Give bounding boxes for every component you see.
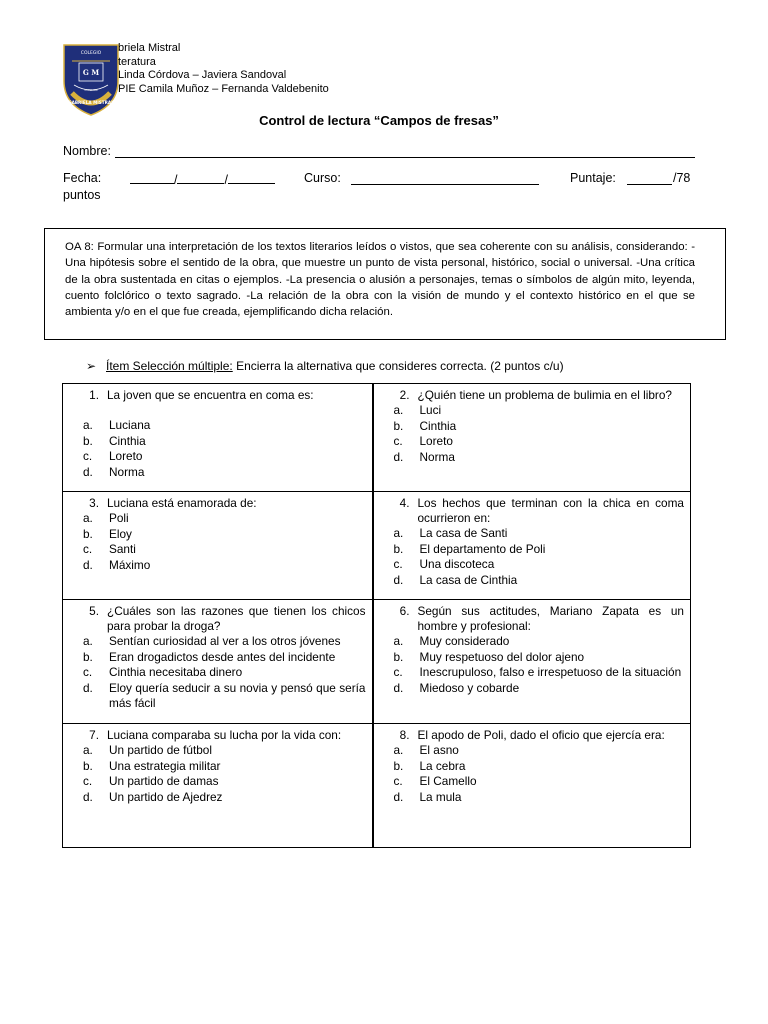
question-number: 6. [399, 604, 410, 618]
question-text: Según sus actitudes, Mariano Zapata es un hombre y profesional: [417, 604, 684, 633]
question-stem [380, 388, 685, 403]
option-text: Luciana [109, 418, 151, 432]
page-title: Control de lectura “Campos de fresas” [259, 113, 499, 128]
answer-option[interactable] [69, 743, 366, 759]
option-text: Cinthia necesitaba dinero [109, 665, 243, 679]
section-instruction [86, 359, 564, 373]
option-letter: c. [393, 434, 403, 448]
question-text: Luciana comparaba su lucha por la vida con: [107, 728, 342, 742]
score-label: Puntaje: [570, 171, 616, 185]
answer-option[interactable] [380, 403, 685, 419]
option-letter: d. [83, 464, 93, 479]
option-text: Eran drogadictos desde antes del incidente [109, 649, 336, 664]
option-letter: c. [83, 774, 93, 788]
question-text: Luciana está enamorada de: [107, 496, 257, 510]
option-letter: d. [83, 680, 93, 695]
question-number: 2. [399, 388, 410, 402]
question-number: 5. [89, 604, 99, 618]
answer-option[interactable] [380, 573, 685, 589]
answer-option[interactable] [69, 634, 366, 650]
question-stem [380, 496, 685, 526]
header-line-subject: teratura [118, 55, 156, 68]
option-text: Un partido de Ajedrez [109, 789, 223, 804]
question-text: ¿Quién tiene un problema de bulimia en el libro? [417, 388, 672, 402]
answer-option[interactable] [69, 774, 366, 790]
answer-option[interactable] [69, 465, 366, 481]
option-letter: a. [393, 526, 404, 540]
option-text: Máximo [109, 557, 151, 572]
question-stem [69, 388, 366, 403]
option-text: Eloy [109, 526, 132, 541]
answer-option[interactable] [380, 743, 685, 759]
option-text: Una discoteca [419, 557, 495, 571]
answer-option[interactable] [380, 450, 685, 466]
spacer [69, 403, 366, 418]
question-cell-7 [63, 724, 373, 848]
learning-objective-box [44, 228, 726, 340]
option-letter: b. [393, 541, 404, 556]
option-text: El Camello [419, 774, 477, 788]
answer-option[interactable] [380, 759, 685, 775]
answer-option[interactable] [69, 759, 366, 775]
answer-option[interactable] [69, 449, 366, 465]
answer-option[interactable] [69, 434, 366, 450]
question-cell-3 [63, 492, 373, 600]
points-label: puntos [63, 188, 101, 202]
option-text: La casa de Cinthia [419, 572, 518, 587]
question-cell-2 [373, 384, 691, 492]
name-label: Nombre: [63, 144, 111, 158]
option-letter: b. [393, 418, 404, 433]
option-text: La mula [419, 789, 462, 804]
answer-option[interactable] [69, 511, 366, 527]
option-text: La casa de Santi [419, 526, 508, 540]
score-blank[interactable] [627, 171, 672, 185]
option-text: Inescrupuloso, falso e irrespetuoso de la situación [419, 665, 682, 679]
answer-option[interactable] [69, 418, 366, 434]
answer-option[interactable] [380, 634, 685, 650]
option-letter: a. [83, 634, 93, 648]
option-letter: c. [83, 665, 93, 679]
course-blank[interactable] [351, 171, 539, 185]
svg-text:GABRIELA MISTRAL: GABRIELA MISTRAL [68, 100, 114, 105]
date-label: Fecha: [63, 171, 102, 185]
questions-table [62, 383, 691, 848]
option-letter: d. [393, 572, 404, 587]
option-letter: d. [83, 557, 93, 572]
course-label: Curso: [304, 171, 341, 185]
option-letter: a. [393, 634, 404, 648]
question-text: La joven que se encuentra en coma es: [107, 388, 314, 402]
date-blank[interactable]: / / [130, 171, 280, 187]
answer-option[interactable] [380, 665, 685, 681]
option-letter: b. [83, 526, 93, 541]
question-stem [69, 728, 366, 743]
answer-option[interactable] [380, 557, 685, 573]
option-letter: c. [393, 557, 403, 571]
header-line-school: briela Mistral [118, 42, 181, 54]
option-text: Loreto [109, 449, 143, 463]
arrow-bullet-icon: ➢ [86, 359, 97, 373]
option-text: Loreto [419, 434, 453, 448]
option-letter: a. [393, 403, 404, 417]
answer-option[interactable] [380, 650, 685, 666]
answer-option[interactable] [380, 434, 685, 450]
option-text: Norma [109, 464, 145, 479]
question-number: 1. [89, 388, 99, 402]
svg-text:CHILLAN: CHILLAN [84, 88, 98, 92]
option-text: Un partido de fútbol [109, 743, 212, 757]
question-number: 7. [89, 728, 99, 742]
question-stem [69, 496, 366, 511]
option-letter: a. [393, 743, 404, 757]
option-letter: c. [83, 542, 93, 556]
option-text: Norma [419, 449, 455, 464]
question-cell-8 [373, 724, 691, 848]
option-text: Cinthia [419, 418, 457, 433]
option-letter: c. [393, 665, 403, 679]
option-text: Poli [109, 511, 129, 525]
header-line-pie: PIE Camila Muñoz – Fernanda Valdebenito [118, 82, 329, 95]
question-text: Los hechos que terminan con la chica en coma ocurrieron en: [417, 496, 684, 525]
option-text: Miedoso y cobarde [419, 680, 520, 695]
answer-option[interactable] [69, 542, 366, 558]
answer-option[interactable] [69, 665, 366, 681]
option-letter: c. [83, 449, 93, 463]
answer-option[interactable] [380, 790, 685, 806]
section-label: Ítem Selección múltiple: [106, 359, 233, 373]
question-number: 8. [399, 728, 410, 742]
question-number: 4. [399, 496, 410, 510]
answer-option[interactable] [69, 681, 366, 712]
option-text: Una estrategia militar [109, 758, 221, 773]
option-letter: b. [393, 758, 404, 773]
option-letter: a. [83, 418, 93, 432]
question-text: El apodo de Poli, dado el oficio que ejercía era: [417, 728, 665, 742]
option-text: Cinthia [109, 433, 146, 448]
score-total: /78 [673, 171, 691, 185]
option-text: El asno [419, 743, 459, 757]
option-letter: a. [83, 511, 93, 525]
question-number: 3. [89, 496, 99, 510]
answer-option[interactable] [380, 774, 685, 790]
question-stem [380, 604, 685, 634]
question-cell-5 [63, 600, 373, 724]
svg-text:G M: G M [82, 68, 100, 77]
option-text: Un partido de damas [109, 774, 219, 788]
option-letter: b. [83, 758, 93, 773]
option-text: Santi [109, 542, 136, 556]
option-letter: b. [393, 649, 404, 664]
option-letter: a. [83, 743, 93, 757]
question-cell-1 [63, 384, 373, 492]
option-text: Eloy quería seducir a su novia y pensó que sería más fácil [109, 680, 366, 710]
answer-option[interactable] [69, 527, 366, 543]
option-letter: d. [393, 680, 404, 695]
name-blank[interactable] [115, 143, 695, 158]
question-text: ¿Cuáles son las razones que tienen los chicos para probar la droga? [107, 604, 366, 633]
name-field [63, 143, 695, 158]
option-letter: b. [83, 433, 93, 448]
answer-option[interactable] [380, 681, 685, 697]
learning-objective-text: OA 8: Formular una interpretación de los textos literarios leídos o vistos, que sea coherente con su análisis, considerando: -Una hipótesis sobre el sentido de la obra, que muestre un punto de vista personal, histórico, social o universal. -Una crítica de la obra sustentada en citas o ejemplos. -La presencia o alusión a personajes, temas o símbolos de algún mito, leyenda, cuento folclórico o texto sagrado. -La relación de la obra con la visión de mundo y el contexto histórico en el que se ambienta y/o en el que fue creada, ejemplificando dicha relación. [65, 241, 695, 319]
option-text: Sentían curiosidad al ver a los otros jóvenes [109, 634, 341, 648]
option-text: La cebra [419, 758, 466, 773]
option-letter: d. [393, 789, 404, 804]
question-cell-6 [373, 600, 691, 724]
option-text: Muy respetuoso del dolor ajeno [419, 649, 585, 664]
option-text: Muy considerado [419, 634, 510, 648]
option-text: El departamento de Poli [419, 541, 546, 556]
question-stem [380, 728, 685, 743]
question-cell-4 [373, 492, 691, 600]
school-header [118, 42, 329, 96]
question-stem [69, 604, 366, 634]
answer-option[interactable] [69, 650, 366, 666]
answer-option[interactable] [69, 790, 366, 806]
option-letter: d. [393, 449, 404, 464]
option-letter: b. [83, 649, 93, 664]
instruction-text: Encierra la alternativa que consideres correcta. (2 puntos c/u) [232, 359, 564, 373]
option-letter: c. [393, 774, 403, 788]
option-letter: d. [83, 789, 93, 804]
option-text: Luci [419, 403, 442, 417]
svg-text:COLEGIO: COLEGIO [80, 51, 102, 56]
answer-option[interactable] [380, 526, 685, 542]
school-crest-logo [62, 41, 120, 117]
answer-option[interactable] [380, 419, 685, 435]
header-line-teachers: Linda Córdova – Javiera Sandoval [118, 69, 287, 81]
answer-option[interactable] [69, 558, 366, 574]
answer-option[interactable] [380, 542, 685, 558]
